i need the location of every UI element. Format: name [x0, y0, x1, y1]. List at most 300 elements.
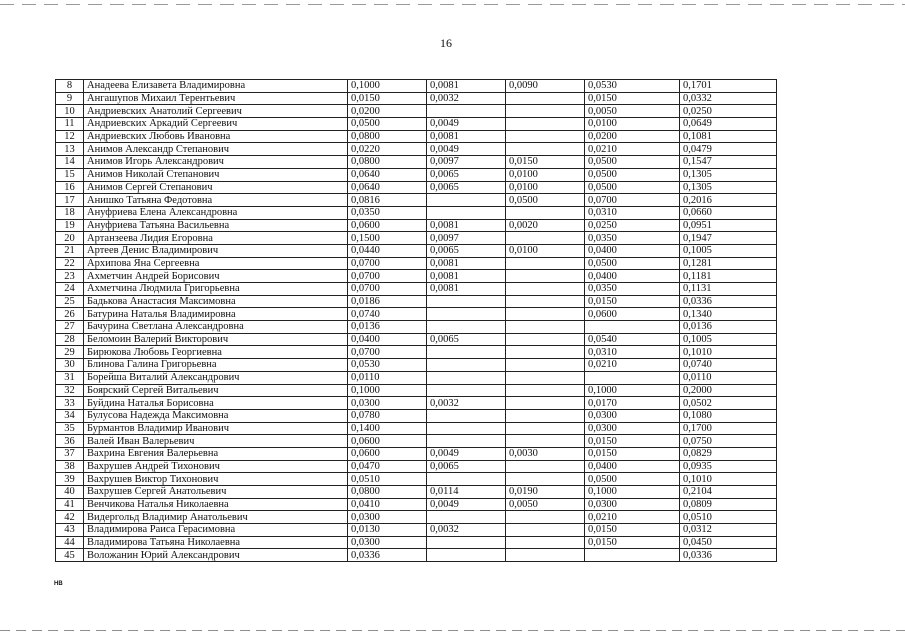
row-number-cell: 43: [56, 524, 84, 537]
value-cell-4: 0,0400: [585, 460, 680, 473]
row-number-cell: 9: [56, 92, 84, 105]
table-row: [56, 270, 777, 283]
value-cell-1: 0,0300: [348, 536, 427, 549]
value-cell-4: 0,0150: [585, 536, 680, 549]
value-cell-1: 0,0410: [348, 498, 427, 511]
row-number-cell: 44: [56, 536, 84, 549]
table-row: [56, 156, 777, 169]
value-cell-2: 0,0081: [427, 283, 506, 296]
row-number-cell: 32: [56, 384, 84, 397]
value-cell-2: 0,0032: [427, 92, 506, 105]
table-row: [56, 511, 777, 524]
value-cell-1: 0,0136: [348, 321, 427, 334]
value-cell-3: [506, 333, 585, 346]
row-number-cell: 38: [56, 460, 84, 473]
table-row: [56, 308, 777, 321]
value-cell-4: 0,0600: [585, 308, 680, 321]
value-cell-4: 0,0150: [585, 447, 680, 460]
value-cell-3: 0,0100: [506, 168, 585, 181]
value-cell-1: 0,0600: [348, 435, 427, 448]
value-cell-3: [506, 435, 585, 448]
value-cell-3: [506, 473, 585, 486]
full-name-cell: Ахметчина Людмила Григорьевна: [84, 283, 348, 296]
total-cell: 0,0935: [680, 460, 777, 473]
row-number-cell: 35: [56, 422, 84, 435]
full-name-cell: Бирюкова Любовь Георгиевна: [84, 346, 348, 359]
row-number-cell: 37: [56, 447, 84, 460]
row-number-cell: 39: [56, 473, 84, 486]
table-row: [56, 371, 777, 384]
full-name-cell: Ануфриева Елена Александровна: [84, 206, 348, 219]
full-name-cell: Анимов Сергей Степанович: [84, 181, 348, 194]
value-cell-3: 0,0100: [506, 181, 585, 194]
value-cell-4: 0,0050: [585, 105, 680, 118]
full-name-cell: Артеев Денис Владимирович: [84, 244, 348, 257]
table-row: [56, 333, 777, 346]
value-cell-4: 0,0400: [585, 244, 680, 257]
value-cell-1: 0,0350: [348, 206, 427, 219]
value-cell-4: 0,0170: [585, 397, 680, 410]
value-cell-4: 0,1000: [585, 384, 680, 397]
value-cell-1: 0,0700: [348, 346, 427, 359]
total-cell: 0,0809: [680, 498, 777, 511]
value-cell-2: 0,0081: [427, 270, 506, 283]
table-row: [56, 549, 777, 562]
value-cell-2: 0,0065: [427, 333, 506, 346]
value-cell-4: 0,0150: [585, 295, 680, 308]
value-cell-1: 0,0700: [348, 270, 427, 283]
row-number-cell: 30: [56, 359, 84, 372]
row-number-cell: 34: [56, 409, 84, 422]
value-cell-1: 0,1500: [348, 232, 427, 245]
full-name-cell: Анадеева Елизавета Владимировна: [84, 80, 348, 93]
full-name-cell: Анимов Игорь Александрович: [84, 156, 348, 169]
value-cell-4: 0,0500: [585, 168, 680, 181]
value-cell-1: 0,0700: [348, 257, 427, 270]
table-row: [56, 105, 777, 118]
total-cell: 0,0336: [680, 295, 777, 308]
value-cell-1: 0,0400: [348, 333, 427, 346]
full-name-cell: Бадькова Анастасия Максимовна: [84, 295, 348, 308]
total-cell: 0,2104: [680, 486, 777, 499]
row-number-cell: 17: [56, 194, 84, 207]
value-cell-1: 0,0470: [348, 460, 427, 473]
value-cell-4: 0,0210: [585, 511, 680, 524]
value-cell-2: [427, 422, 506, 435]
value-cell-2: [427, 384, 506, 397]
total-cell: 0,1181: [680, 270, 777, 283]
table-row: [56, 283, 777, 296]
value-cell-1: 0,1000: [348, 80, 427, 93]
total-cell: 0,0110: [680, 371, 777, 384]
value-cell-1: 0,0130: [348, 524, 427, 537]
full-name-cell: Булусова Надежда Максимовна: [84, 409, 348, 422]
value-cell-4: 0,0400: [585, 270, 680, 283]
table-row: [56, 397, 777, 410]
table-row: [56, 181, 777, 194]
value-cell-1: 0,0640: [348, 181, 427, 194]
full-name-cell: Ануфриева Татьяна Васильевна: [84, 219, 348, 232]
value-cell-3: [506, 92, 585, 105]
value-cell-1: 0,0186: [348, 295, 427, 308]
table-row: [56, 118, 777, 131]
total-cell: 0,0951: [680, 219, 777, 232]
value-cell-2: 0,0081: [427, 219, 506, 232]
value-cell-1: 0,0500: [348, 118, 427, 131]
row-number-cell: 36: [56, 435, 84, 448]
total-cell: 0,0250: [680, 105, 777, 118]
table-row: [56, 257, 777, 270]
value-cell-2: [427, 295, 506, 308]
value-cell-3: [506, 346, 585, 359]
total-cell: 0,1305: [680, 168, 777, 181]
value-cell-2: [427, 371, 506, 384]
table-row: [56, 92, 777, 105]
table-row: [56, 321, 777, 334]
row-number-cell: 42: [56, 511, 84, 524]
total-cell: 0,0479: [680, 143, 777, 156]
row-number-cell: 41: [56, 498, 84, 511]
table-body: [56, 80, 777, 562]
total-cell: 0,1081: [680, 130, 777, 143]
value-cell-3: [506, 105, 585, 118]
value-cell-4: 0,0310: [585, 206, 680, 219]
total-cell: 0,1340: [680, 308, 777, 321]
row-number-cell: 10: [56, 105, 84, 118]
row-number-cell: 23: [56, 270, 84, 283]
table-row: [56, 219, 777, 232]
table-row: [56, 244, 777, 257]
value-cell-3: 0,0020: [506, 219, 585, 232]
value-cell-1: 0,0150: [348, 92, 427, 105]
table-row: [56, 206, 777, 219]
value-cell-4: 0,0500: [585, 156, 680, 169]
value-cell-4: 0,0210: [585, 359, 680, 372]
row-number-cell: 14: [56, 156, 84, 169]
value-cell-4: 0,1000: [585, 486, 680, 499]
value-cell-4: 0,0300: [585, 498, 680, 511]
value-cell-1: 0,0600: [348, 447, 427, 460]
value-cell-2: [427, 549, 506, 562]
total-cell: 0,0660: [680, 206, 777, 219]
table-row: [56, 130, 777, 143]
value-cell-2: 0,0081: [427, 257, 506, 270]
value-cell-3: [506, 130, 585, 143]
value-cell-4: 0,0300: [585, 409, 680, 422]
value-cell-1: 0,0220: [348, 143, 427, 156]
value-cell-4: 0,0530: [585, 80, 680, 93]
row-number-cell: 45: [56, 549, 84, 562]
value-cell-2: 0,0049: [427, 498, 506, 511]
value-cell-2: 0,0049: [427, 447, 506, 460]
value-cell-1: 0,0780: [348, 409, 427, 422]
table-row: [56, 524, 777, 537]
value-cell-3: 0,0100: [506, 244, 585, 257]
total-cell: 0,0740: [680, 359, 777, 372]
value-cell-4: 0,0500: [585, 181, 680, 194]
full-name-cell: Блинова Галина Григорьевна: [84, 359, 348, 372]
row-number-cell: 24: [56, 283, 84, 296]
value-cell-1: 0,1400: [348, 422, 427, 435]
row-number-cell: 20: [56, 232, 84, 245]
row-number-cell: 25: [56, 295, 84, 308]
table-row: [56, 536, 777, 549]
value-cell-4: [585, 371, 680, 384]
value-cell-4: 0,0150: [585, 524, 680, 537]
value-cell-3: [506, 283, 585, 296]
table-row: [56, 384, 777, 397]
total-cell: 0,0312: [680, 524, 777, 537]
full-name-cell: Артанзеева Лидия Егоровна: [84, 232, 348, 245]
table-row: [56, 168, 777, 181]
value-cell-4: 0,0200: [585, 130, 680, 143]
value-cell-2: 0,0032: [427, 524, 506, 537]
value-cell-2: 0,0049: [427, 143, 506, 156]
row-number-cell: 16: [56, 181, 84, 194]
value-cell-4: 0,0250: [585, 219, 680, 232]
table-row: [56, 473, 777, 486]
full-name-cell: Воложанин Юрий Александрович: [84, 549, 348, 562]
value-cell-4: 0,0500: [585, 257, 680, 270]
value-cell-3: [506, 206, 585, 219]
value-cell-3: [506, 321, 585, 334]
full-name-cell: Боярский Сергей Витальевич: [84, 384, 348, 397]
table-row: [56, 486, 777, 499]
value-cell-2: 0,0114: [427, 486, 506, 499]
total-cell: 0,1131: [680, 283, 777, 296]
row-number-cell: 33: [56, 397, 84, 410]
value-cell-1: 0,0530: [348, 359, 427, 372]
value-cell-2: 0,0065: [427, 181, 506, 194]
total-cell: 0,0336: [680, 549, 777, 562]
value-cell-3: 0,0150: [506, 156, 585, 169]
shareholder-table: [55, 79, 777, 562]
row-number-cell: 12: [56, 130, 84, 143]
value-cell-4: 0,0540: [585, 333, 680, 346]
value-cell-3: [506, 397, 585, 410]
full-name-cell: Беломоин Валерий Викторович: [84, 333, 348, 346]
value-cell-3: 0,0030: [506, 447, 585, 460]
value-cell-4: 0,0210: [585, 143, 680, 156]
full-name-cell: Бачурина Светлана Александровна: [84, 321, 348, 334]
value-cell-2: 0,0032: [427, 397, 506, 410]
total-cell: 0,1005: [680, 333, 777, 346]
full-name-cell: Видергольд Владимир Анатольевич: [84, 511, 348, 524]
value-cell-2: [427, 473, 506, 486]
value-cell-2: 0,0049: [427, 118, 506, 131]
value-cell-3: [506, 308, 585, 321]
row-number-cell: 40: [56, 486, 84, 499]
table-row: [56, 194, 777, 207]
value-cell-4: 0,0350: [585, 283, 680, 296]
table-row: [56, 346, 777, 359]
value-cell-2: 0,0097: [427, 232, 506, 245]
total-cell: 0,2016: [680, 194, 777, 207]
table-row: [56, 232, 777, 245]
value-cell-3: [506, 232, 585, 245]
footer-initials: НВ: [54, 581, 63, 587]
value-cell-2: [427, 308, 506, 321]
scan-edge-top: [0, 4, 905, 5]
page-number: 16: [440, 36, 452, 50]
full-name-cell: Венчикова Наталья Николаевна: [84, 498, 348, 511]
value-cell-2: 0,0065: [427, 460, 506, 473]
total-cell: 0,2000: [680, 384, 777, 397]
value-cell-1: 0,0110: [348, 371, 427, 384]
full-name-cell: Буйдина Наталья Борисовна: [84, 397, 348, 410]
full-name-cell: Вахрушев Сергей Анатольевич: [84, 486, 348, 499]
value-cell-1: 0,0510: [348, 473, 427, 486]
value-cell-3: [506, 371, 585, 384]
value-cell-1: 0,0800: [348, 156, 427, 169]
value-cell-1: 0,0440: [348, 244, 427, 257]
table-row: [56, 460, 777, 473]
value-cell-4: [585, 321, 680, 334]
value-cell-4: 0,0150: [585, 92, 680, 105]
value-cell-3: 0,0190: [506, 486, 585, 499]
value-cell-2: [427, 194, 506, 207]
value-cell-1: 0,1000: [348, 384, 427, 397]
value-cell-1: 0,0336: [348, 549, 427, 562]
total-cell: 0,1701: [680, 80, 777, 93]
table-row: [56, 295, 777, 308]
row-number-cell: 26: [56, 308, 84, 321]
value-cell-3: [506, 143, 585, 156]
value-cell-2: [427, 435, 506, 448]
full-name-cell: Борейша Виталий Александрович: [84, 371, 348, 384]
row-number-cell: 28: [56, 333, 84, 346]
total-cell: 0,1547: [680, 156, 777, 169]
total-cell: 0,0829: [680, 447, 777, 460]
value-cell-4: 0,0150: [585, 435, 680, 448]
value-cell-3: [506, 460, 585, 473]
value-cell-2: 0,0081: [427, 80, 506, 93]
value-cell-1: 0,0700: [348, 283, 427, 296]
full-name-cell: Валей Иван Валерьевич: [84, 435, 348, 448]
value-cell-3: [506, 295, 585, 308]
value-cell-1: 0,0600: [348, 219, 427, 232]
full-name-cell: Владимирова Раиса Герасимовна: [84, 524, 348, 537]
value-cell-2: 0,0097: [427, 156, 506, 169]
full-name-cell: Ахметчин Андрей Борисович: [84, 270, 348, 283]
value-cell-2: [427, 409, 506, 422]
row-number-cell: 15: [56, 168, 84, 181]
value-cell-1: 0,0740: [348, 308, 427, 321]
table-row: [56, 422, 777, 435]
value-cell-2: 0,0081: [427, 130, 506, 143]
total-cell: 0,1305: [680, 181, 777, 194]
value-cell-3: [506, 549, 585, 562]
full-name-cell: Ангашупов Михаил Терентьевич: [84, 92, 348, 105]
value-cell-2: [427, 105, 506, 118]
total-cell: 0,1080: [680, 409, 777, 422]
total-cell: 0,0750: [680, 435, 777, 448]
value-cell-1: 0,0816: [348, 194, 427, 207]
value-cell-2: [427, 346, 506, 359]
value-cell-3: [506, 422, 585, 435]
value-cell-4: 0,0310: [585, 346, 680, 359]
value-cell-3: [506, 118, 585, 131]
total-cell: 0,0136: [680, 321, 777, 334]
value-cell-4: 0,0500: [585, 473, 680, 486]
value-cell-3: [506, 524, 585, 537]
full-name-cell: Вахрина Евгения Валерьевна: [84, 447, 348, 460]
total-cell: 0,0332: [680, 92, 777, 105]
value-cell-3: [506, 536, 585, 549]
value-cell-2: 0,0065: [427, 244, 506, 257]
value-cell-1: 0,0300: [348, 397, 427, 410]
value-cell-3: [506, 270, 585, 283]
row-number-cell: 11: [56, 118, 84, 131]
row-number-cell: 27: [56, 321, 84, 334]
total-cell: 0,1005: [680, 244, 777, 257]
row-number-cell: 18: [56, 206, 84, 219]
total-cell: 0,0502: [680, 397, 777, 410]
full-name-cell: Архипова Яна Сергеевна: [84, 257, 348, 270]
value-cell-2: [427, 536, 506, 549]
value-cell-4: 0,0350: [585, 232, 680, 245]
value-cell-3: 0,0500: [506, 194, 585, 207]
full-name-cell: Андриевских Анатолий Сергеевич: [84, 105, 348, 118]
table-row: [56, 447, 777, 460]
value-cell-2: [427, 206, 506, 219]
value-cell-3: [506, 257, 585, 270]
value-cell-3: [506, 359, 585, 372]
value-cell-4: 0,0700: [585, 194, 680, 207]
value-cell-1: 0,0200: [348, 105, 427, 118]
total-cell: 0,0450: [680, 536, 777, 549]
value-cell-3: [506, 409, 585, 422]
table-row: [56, 435, 777, 448]
full-name-cell: Владимирова Татьяна Николаевна: [84, 536, 348, 549]
value-cell-1: 0,0800: [348, 486, 427, 499]
row-number-cell: 22: [56, 257, 84, 270]
row-number-cell: 21: [56, 244, 84, 257]
full-name-cell: Анимов Александр Степанович: [84, 143, 348, 156]
scan-edge-bottom: [0, 630, 905, 631]
value-cell-3: 0,0090: [506, 80, 585, 93]
total-cell: 0,1010: [680, 473, 777, 486]
row-number-cell: 8: [56, 80, 84, 93]
value-cell-2: [427, 511, 506, 524]
full-name-cell: Бурмантов Владимир Иванович: [84, 422, 348, 435]
value-cell-2: [427, 359, 506, 372]
total-cell: 0,1947: [680, 232, 777, 245]
full-name-cell: Анимов Николай Степанович: [84, 168, 348, 181]
value-cell-4: 0,0300: [585, 422, 680, 435]
value-cell-3: [506, 511, 585, 524]
full-name-cell: Вахрушев Андрей Тихонович: [84, 460, 348, 473]
value-cell-1: 0,0300: [348, 511, 427, 524]
value-cell-4: 0,0100: [585, 118, 680, 131]
total-cell: 0,1010: [680, 346, 777, 359]
table-row: [56, 409, 777, 422]
total-cell: 0,1700: [680, 422, 777, 435]
row-number-cell: 19: [56, 219, 84, 232]
value-cell-3: 0,0050: [506, 498, 585, 511]
total-cell: 0,0649: [680, 118, 777, 131]
full-name-cell: Батурина Наталья Владимировна: [84, 308, 348, 321]
total-cell: 0,0510: [680, 511, 777, 524]
value-cell-2: [427, 321, 506, 334]
total-cell: 0,1281: [680, 257, 777, 270]
value-cell-2: 0,0065: [427, 168, 506, 181]
value-cell-4: [585, 549, 680, 562]
table-row: [56, 80, 777, 93]
table-row: [56, 143, 777, 156]
full-name-cell: Вахрушев Виктор Тихонович: [84, 473, 348, 486]
table-row: [56, 498, 777, 511]
